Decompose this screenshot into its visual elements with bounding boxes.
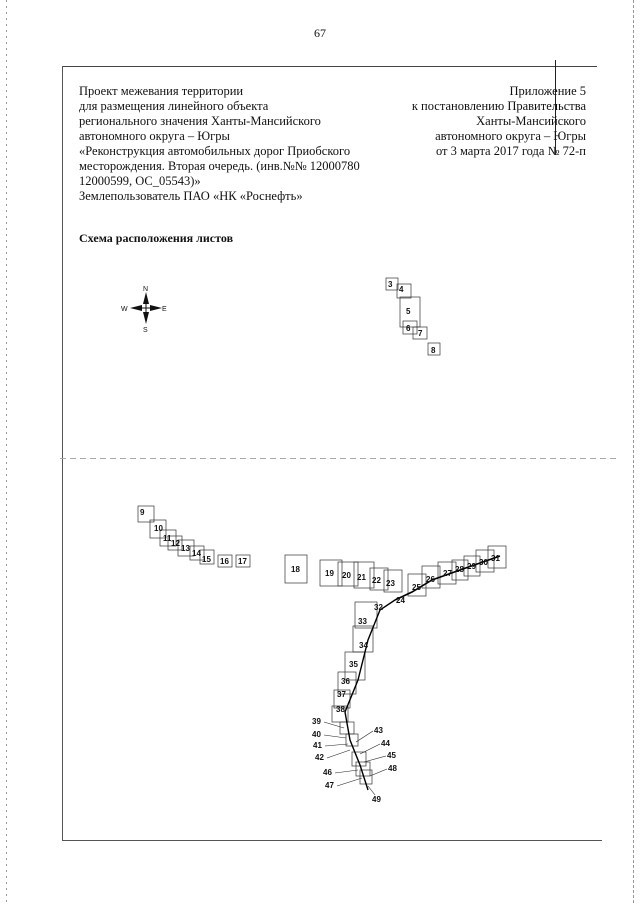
sheet-28: 28	[455, 565, 464, 574]
sheet-34: 34	[359, 641, 368, 650]
sheet-12: 12	[171, 539, 180, 548]
sheet-40: 40	[312, 730, 321, 739]
sheet-29: 29	[467, 562, 476, 571]
scheme-title: Схема расположения листов	[79, 231, 234, 245]
sheet-32: 32	[374, 603, 383, 612]
sheet-14: 14	[192, 549, 201, 558]
sheet-16: 16	[220, 557, 229, 566]
sheet-49: 49	[372, 795, 381, 804]
project-line: «Реконструкция автомобильных дорог Приобского	[79, 144, 351, 158]
sheet-13: 13	[181, 544, 190, 553]
compass-n: N	[143, 286, 149, 293]
project-line: регионального значения Ханты-Мансийского	[79, 114, 321, 128]
sheet-9: 9	[140, 508, 145, 517]
compass-w: W	[121, 306, 128, 313]
project-line: автономного округа – Югры	[79, 129, 230, 143]
sheet-25: 25	[412, 583, 421, 592]
appendix-line: автономного округа – Югры	[435, 129, 586, 143]
appendix-line: Ханты-Мансийского	[476, 114, 586, 128]
sheet-frames	[138, 278, 506, 784]
compass-icon	[121, 286, 167, 334]
sheet-33: 33	[358, 617, 367, 626]
page-number: 67	[314, 26, 326, 40]
compass-e: E	[162, 306, 167, 313]
sheet-41: 41	[313, 741, 322, 750]
compass-s: S	[143, 327, 148, 334]
project-line: для размещения линейного объекта	[79, 99, 269, 113]
sheet-36: 36	[341, 677, 350, 686]
sheet-6: 6	[406, 324, 411, 333]
sheet-4: 4	[399, 285, 404, 294]
sheet-15: 15	[202, 555, 211, 564]
sheet-30: 30	[479, 558, 488, 567]
appendix-line: Приложение 5	[509, 84, 586, 98]
sheet-18: 18	[291, 565, 300, 574]
sheet-23: 23	[386, 579, 395, 588]
sheet-37: 37	[337, 690, 346, 699]
project-line: Землепользователь ПАО «НК «Роснефть»	[79, 189, 303, 203]
sheet-5: 5	[406, 307, 411, 316]
sheet-7: 7	[418, 329, 423, 338]
sheet-38: 38	[336, 705, 345, 714]
sheet-27: 27	[443, 569, 452, 578]
appendix-line: к постановлению Правительства	[411, 99, 586, 113]
sheet-46: 46	[323, 768, 332, 777]
sheet-10: 10	[154, 524, 163, 533]
project-line: 12000599, ОС_05543)»	[79, 174, 201, 188]
sheet-44: 44	[381, 739, 390, 748]
appendix-line: от 3 марта 2017 года № 72-п	[435, 144, 586, 158]
sheet-39: 39	[312, 717, 321, 726]
sheet-8: 8	[431, 346, 436, 355]
sheet-19: 19	[325, 569, 334, 578]
sheet-21: 21	[357, 573, 366, 582]
sheet-48: 48	[388, 764, 397, 773]
sheet-45: 45	[387, 751, 396, 760]
sheet-3: 3	[388, 280, 393, 289]
sheet-17: 17	[238, 557, 247, 566]
sheet-42: 42	[315, 753, 324, 762]
project-line: месторождения. Вторая очередь. (инв.№№ 12000780	[79, 159, 360, 173]
sheet-43: 43	[374, 726, 383, 735]
road-line	[345, 600, 395, 790]
sheet-22: 22	[372, 576, 381, 585]
project-line: Проект межевания территории	[79, 84, 244, 98]
sheet-24: 24	[396, 596, 405, 605]
sheet-11: 11	[163, 534, 172, 543]
sheet-31: 31	[491, 554, 500, 563]
sheet-35: 35	[349, 660, 358, 669]
sheet-20: 20	[342, 571, 351, 580]
sheet-26: 26	[426, 575, 435, 584]
sheet-47: 47	[325, 781, 334, 790]
